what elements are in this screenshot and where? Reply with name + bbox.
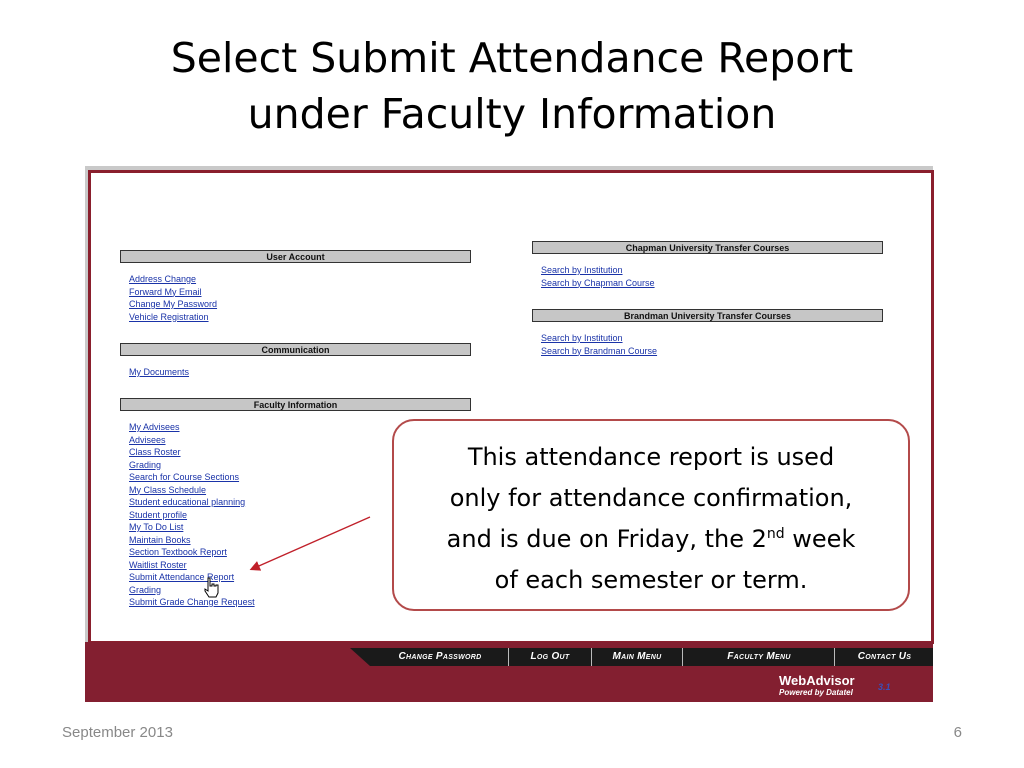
link-chapman-search-course[interactable]: Search by Chapman Course <box>541 277 655 288</box>
callout-ordinal: nd <box>766 526 785 542</box>
page-number: 6 <box>953 724 962 741</box>
link-brandman-search-course[interactable]: Search by Brandman Course <box>541 345 658 356</box>
webadvisor-version: 3.1 <box>878 682 891 692</box>
chapman-transfer-header: Chapman University Transfer Courses <box>532 241 883 254</box>
nav-faculty-menu[interactable]: Faculty Menu <box>727 651 791 662</box>
brandman-transfer-links <box>541 332 657 357</box>
link-my-advisees[interactable]: My Advisees <box>129 422 180 432</box>
webadvisor-logo <box>779 674 855 698</box>
nav-contact-us[interactable]: Contact Us <box>857 651 912 662</box>
link-waitlist-roster[interactable]: Waitlist Roster <box>129 559 187 570</box>
nav-separator <box>834 648 835 666</box>
callout-line-1: This attendance report is used <box>467 443 835 471</box>
webadvisor-brand-sub: Powered by Datatel <box>779 688 853 697</box>
slide-title <box>0 30 1024 142</box>
link-forward-my-email[interactable]: Forward My Email <box>129 286 202 297</box>
link-chapman-search-institution[interactable]: Search by Institution <box>541 265 623 275</box>
callout-line-3 <box>394 519 908 560</box>
link-student-educational-planning[interactable]: Student educational planning <box>129 497 246 507</box>
nav-main-menu[interactable]: Main Menu <box>612 651 662 662</box>
title-line-2: under Faculty Information <box>247 90 777 138</box>
callout-line-3-pre: and is due on Friday, the 2 <box>446 525 767 553</box>
link-class-roster[interactable]: Class Roster <box>129 447 181 457</box>
link-advisees[interactable]: Advisees <box>129 434 166 445</box>
faculty-information-header: Faculty Information <box>120 398 471 411</box>
link-grading-2[interactable]: Grading <box>129 584 162 595</box>
communication-links <box>129 366 189 379</box>
link-change-my-password[interactable]: Change My Password <box>129 299 218 309</box>
communication-header: Communication <box>120 343 471 356</box>
callout-line-3-post: week <box>784 525 856 553</box>
callout-box <box>392 419 910 611</box>
webadvisor-navbar <box>85 642 933 702</box>
link-my-documents[interactable]: My Documents <box>129 367 190 377</box>
faculty-information-links <box>129 421 255 609</box>
link-search-course-sections[interactable]: Search for Course Sections <box>129 472 240 482</box>
user-account-links <box>129 273 217 323</box>
link-vehicle-registration[interactable]: Vehicle Registration <box>129 311 209 322</box>
callout-line-4: of each semester or term. <box>494 566 808 594</box>
nav-separator <box>591 648 592 666</box>
link-grading[interactable]: Grading <box>129 459 162 470</box>
title-line-1: Select Submit Attendance Report <box>170 34 854 82</box>
link-my-to-do-list[interactable]: My To Do List <box>129 522 184 532</box>
link-my-class-schedule[interactable]: My Class Schedule <box>129 484 207 495</box>
link-submit-grade-change-request[interactable]: Submit Grade Change Request <box>129 597 255 607</box>
nav-log-out[interactable]: Log Out <box>530 651 570 662</box>
link-address-change[interactable]: Address Change <box>129 274 197 284</box>
nav-change-password[interactable]: Change Password <box>398 651 482 662</box>
link-submit-attendance-report[interactable]: Submit Attendance Report <box>129 572 235 582</box>
link-maintain-books[interactable]: Maintain Books <box>129 534 191 545</box>
chapman-transfer-links <box>541 264 655 289</box>
footer-date: September 2013 <box>62 724 173 741</box>
link-brandman-search-institution[interactable]: Search by Institution <box>541 333 623 343</box>
user-account-header: User Account <box>120 250 471 263</box>
nav-separator <box>508 648 509 666</box>
link-student-profile[interactable]: Student profile <box>129 509 188 520</box>
brandman-transfer-header: Brandman University Transfer Courses <box>532 309 883 322</box>
webadvisor-brand-name: WebAdvisor <box>779 673 855 688</box>
link-section-textbook-report[interactable]: Section Textbook Report <box>129 547 227 557</box>
nav-separator <box>682 648 683 666</box>
callout-line-2: only for attendance confirmation, <box>449 484 853 512</box>
hand-pointer-icon <box>203 577 221 599</box>
